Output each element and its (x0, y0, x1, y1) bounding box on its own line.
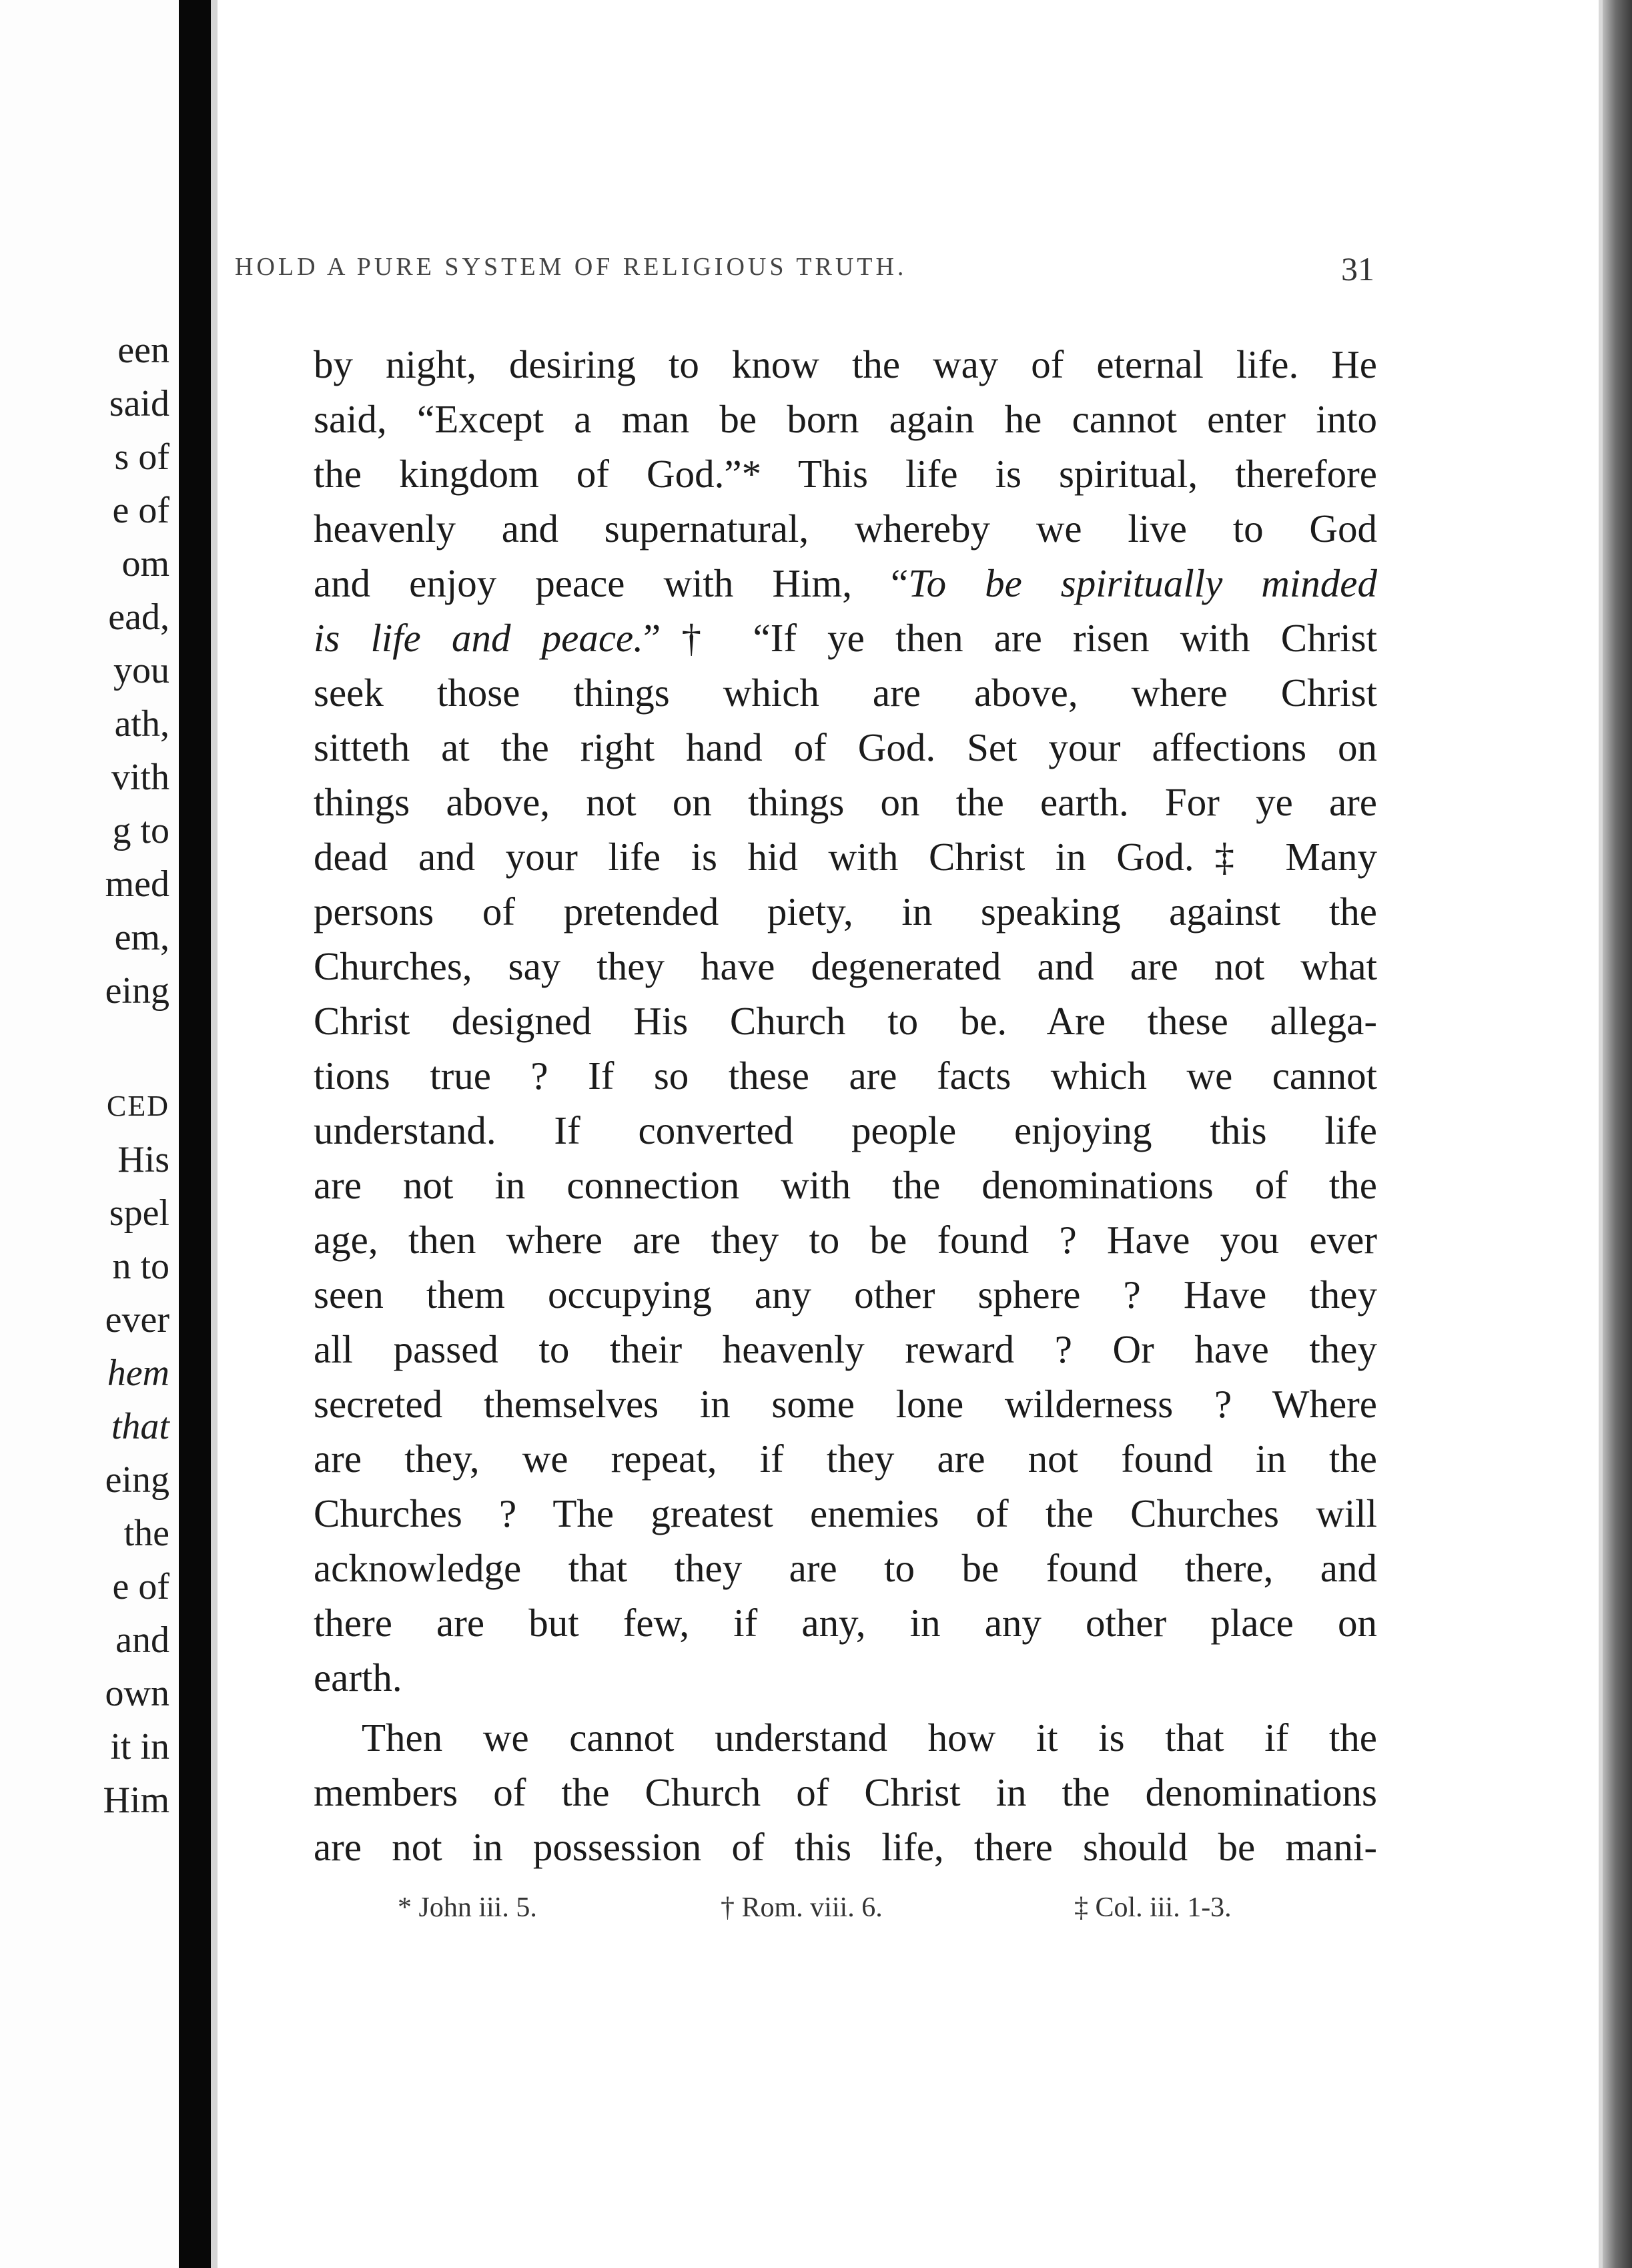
facing-page-line: ath, (114, 703, 169, 745)
facing-page-line: om (121, 543, 169, 585)
text-line: heavenly and supernatural, whereby we live to God (314, 506, 1377, 550)
text-line (314, 556, 1377, 611)
text-line: dead and your life is hid with Christ in God.‡ Many (314, 835, 1377, 879)
text-line: seek those things which are above, where Christ (314, 671, 1377, 715)
facing-page-line: spel (109, 1192, 169, 1234)
text-line: earth. (314, 1655, 402, 1699)
text-line: are not in connection with the denominations of the (314, 1163, 1377, 1207)
text-line: the kingdom of God.”* This life is spiritual, therefore (314, 452, 1377, 496)
text-line (314, 611, 1377, 665)
text-line: there are but few, if any, in any other place on (314, 1601, 1377, 1645)
italic-quote: To be spiritually minded (908, 561, 1377, 605)
text-line: tions true ? If so these are facts which we cannot (314, 1054, 1377, 1098)
facing-page-line: said (109, 383, 169, 424)
text-line: members of the Church of Christ in the denominations (314, 1770, 1377, 1814)
facing-page-line: own (105, 1673, 169, 1714)
text-line: Christ designed His Church to be. Are these allega- (314, 999, 1377, 1043)
text-line: by night, desiring to know the way of eternal life. He (314, 342, 1377, 386)
facing-page-line: you (113, 650, 169, 691)
text-line: acknowledge that they are to be found there, and (314, 1546, 1377, 1590)
text-run: ”† “If ye then are risen with Christ (643, 616, 1377, 660)
running-head-title: HOLD A PURE SYSTEM OF RELIGIOUS TRUTH. (235, 253, 907, 281)
facing-page-line: CED (107, 1090, 169, 1122)
text-line: Churches ? The greatest enemies of the Churches will (314, 1491, 1377, 1535)
facing-page-line: een (117, 330, 169, 371)
facing-page-line: that (111, 1406, 169, 1447)
text-line: Churches, say they have degenerated and are not what (314, 944, 1377, 988)
facing-page-fragment (0, 0, 179, 2268)
text-line: are they, we repeat, if they are not found in the (314, 1437, 1377, 1481)
facing-page-line: hem (107, 1353, 169, 1394)
facing-page-line: and (115, 1619, 169, 1661)
facing-page-line: n to (112, 1246, 169, 1287)
footnotes (314, 1892, 1377, 1932)
text-line: Then we cannot understand how it is that if the (362, 1716, 1377, 1760)
text-line: are not in possession of this life, there should be mani- (314, 1825, 1377, 1869)
paragraph-gap (314, 1705, 1377, 1710)
text-line: said, “Except a man be born again he cannot enter into (314, 397, 1377, 441)
facing-page-line: vith (111, 757, 169, 798)
text-line: secreted themselves in some lone wilderness ? Where (314, 1382, 1377, 1426)
text-line: age, then where are they to be found ? Have you ever (314, 1218, 1377, 1262)
footnote-romans: † Rom. viii. 6. (721, 1892, 883, 1923)
facing-page-line: em, (114, 917, 169, 958)
text-line: sitteth at the right hand of God. Set your affections on (314, 725, 1377, 769)
facing-page-line: med (105, 863, 169, 905)
facing-page-line: eing (105, 1459, 169, 1501)
gutter-edge (211, 0, 218, 2268)
facing-page-line: His (117, 1139, 169, 1180)
facing-page-line: ever (105, 1299, 169, 1341)
facing-page-line: Him (103, 1780, 169, 1821)
facing-page-line: e of (112, 1566, 169, 1607)
text-run: and enjoy peace with Him, “ (314, 561, 909, 605)
text-line: understand. If converted people enjoying this life (314, 1108, 1377, 1152)
footnote-john: * John iii. 5. (398, 1892, 537, 1923)
facing-page-line: the (123, 1513, 169, 1554)
facing-page-line: eing (105, 970, 169, 1012)
text-line: all passed to their heavenly reward ? Or have they (314, 1327, 1377, 1371)
page-stack-edge (1603, 0, 1632, 2268)
facing-page-line: s of (114, 436, 169, 478)
page-number: 31 (1341, 250, 1374, 288)
italic-quote: is life and peace. (314, 616, 643, 660)
body-text (314, 337, 1377, 1874)
running-head (235, 252, 1374, 292)
text-line: seen them occupying any other sphere ? Have they (314, 1272, 1377, 1316)
footnote-colossians: ‡ Col. iii. 1-3. (1074, 1892, 1232, 1923)
facing-page-line: ead, (108, 597, 169, 638)
text-line: things above, not on things on the earth. For ye are (314, 780, 1377, 824)
text-line: persons of pretended piety, in speaking against the (314, 889, 1377, 933)
book-gutter (179, 0, 211, 2268)
facing-page-line: it in (110, 1726, 169, 1768)
facing-page-line: g to (112, 810, 169, 851)
facing-page-line: e of (112, 490, 169, 531)
